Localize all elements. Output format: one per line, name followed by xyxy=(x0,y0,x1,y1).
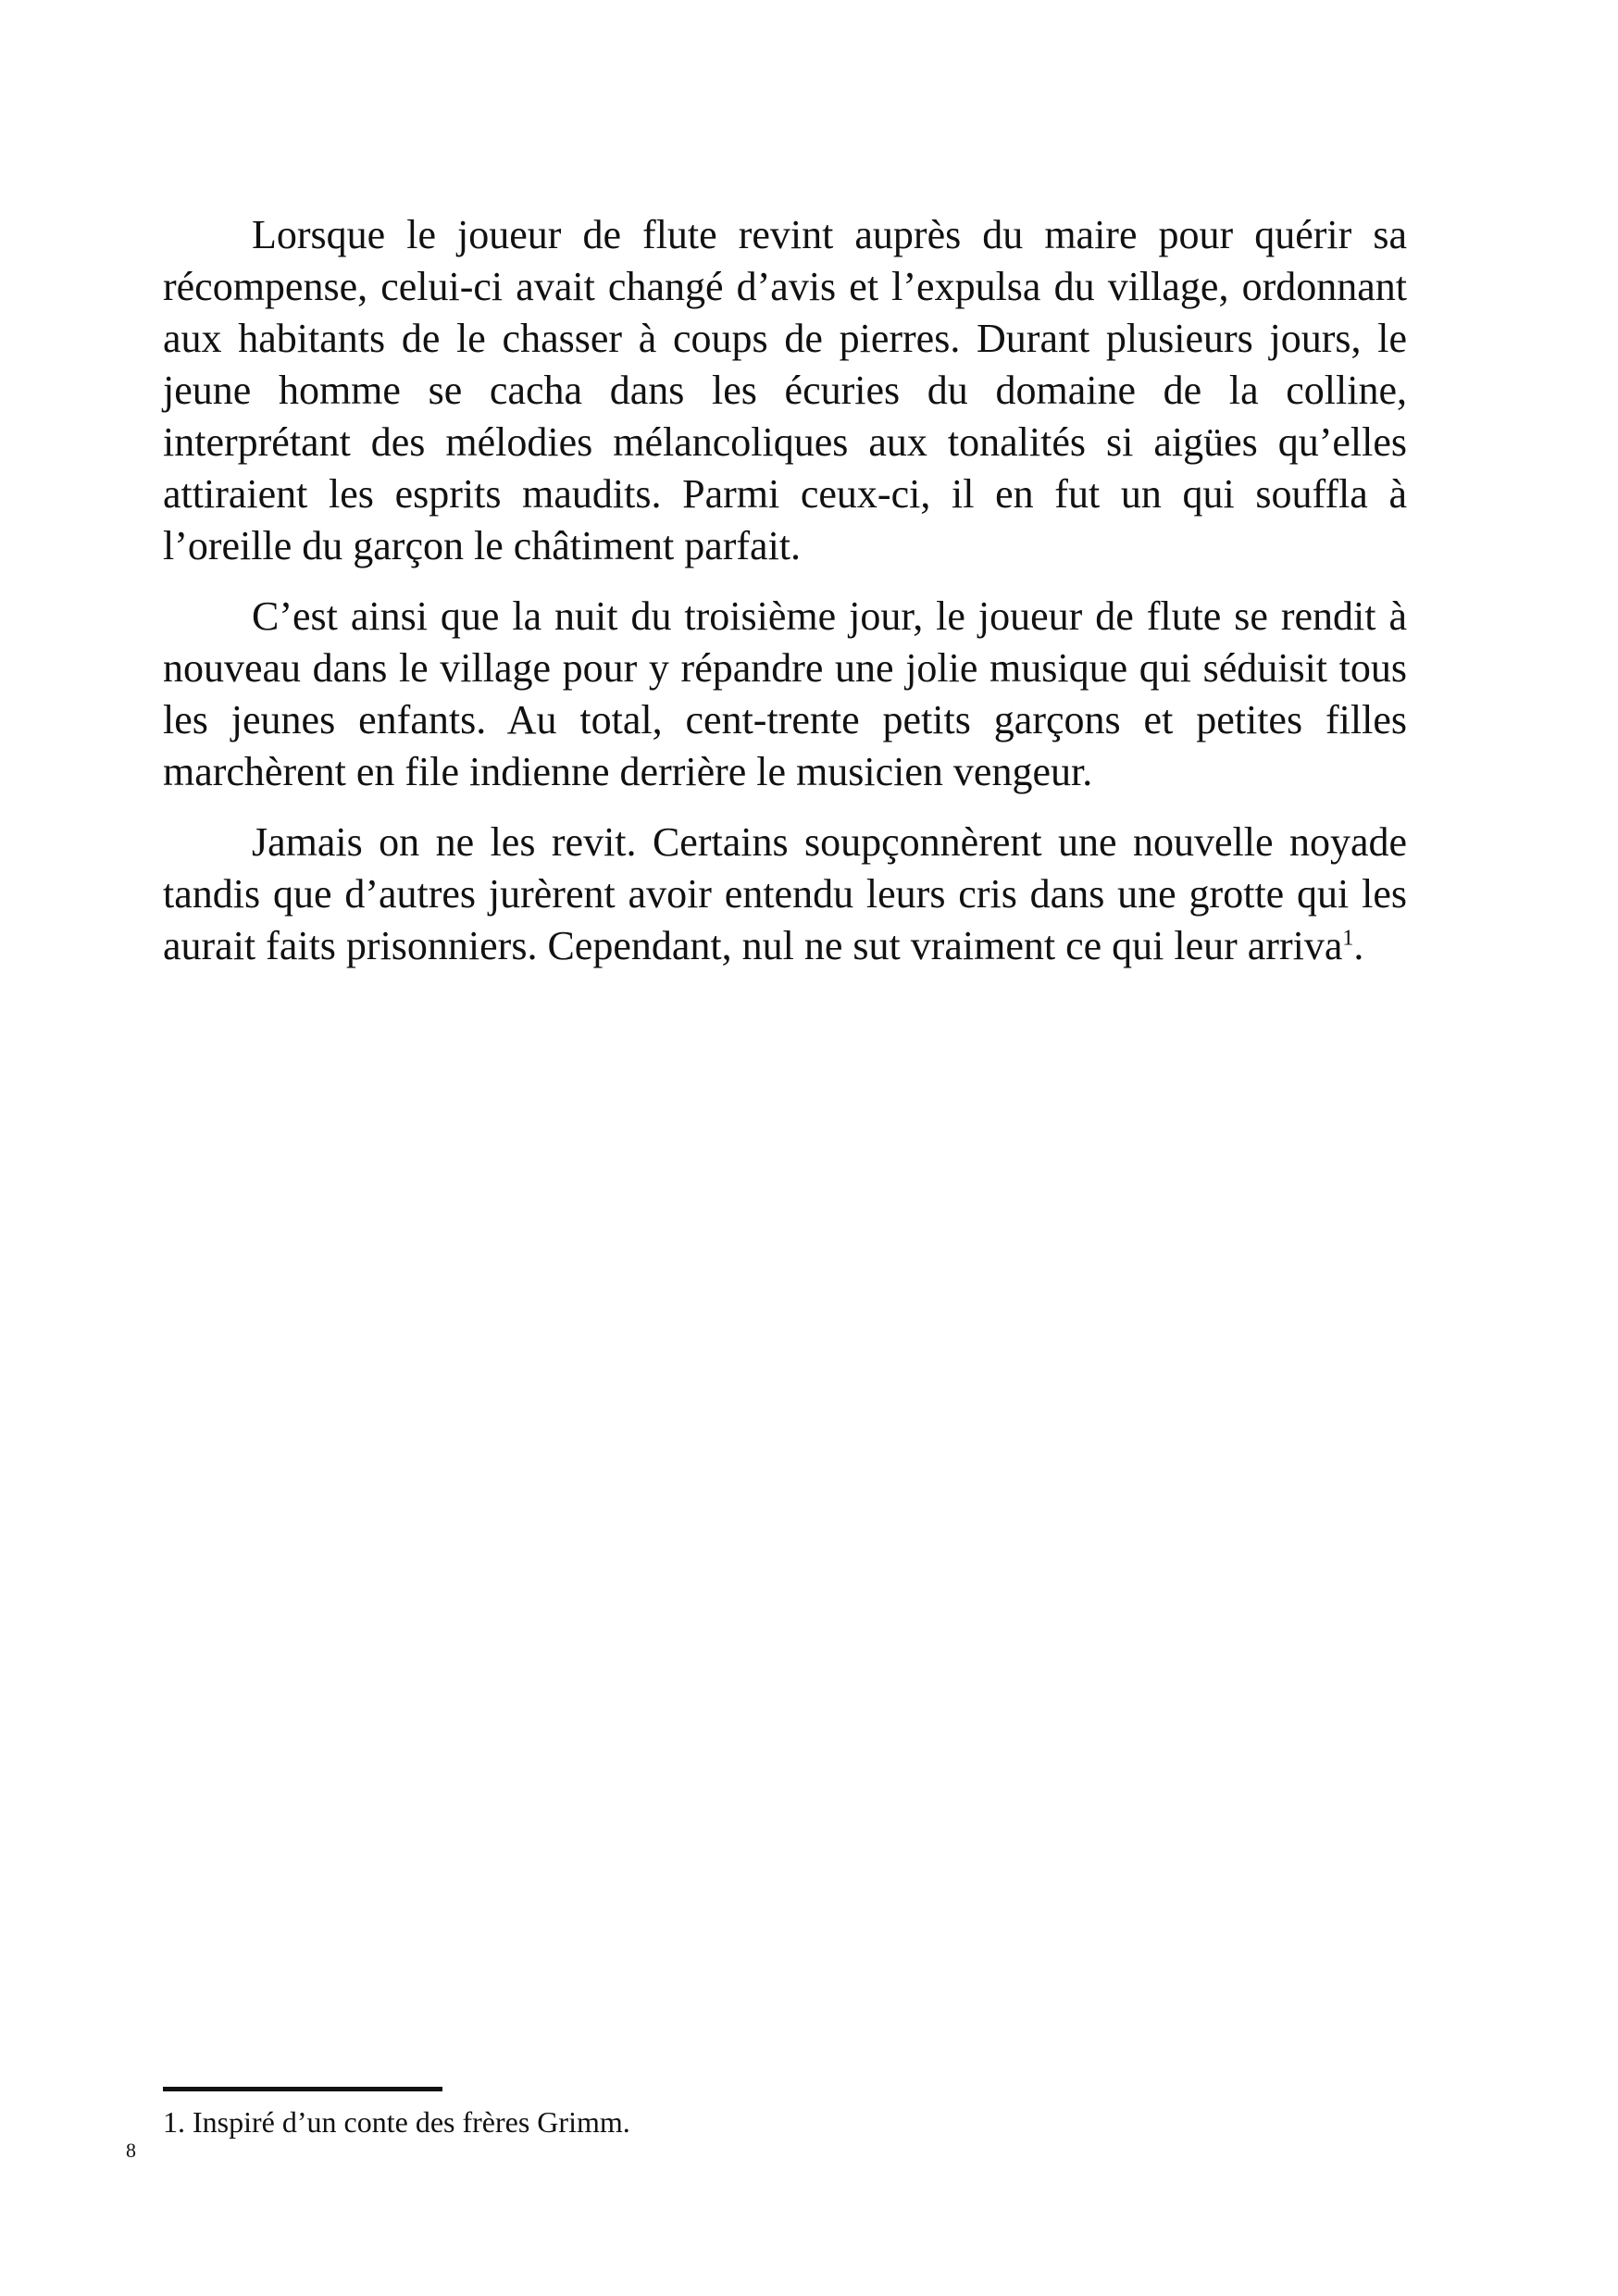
paragraph-2: C’est ainsi que la nuit du troisième jour, le joueur de flute se rendit à nouveau dans le village pour y répandre une jolie musique qui séduisit tous les jeunes enfants. Au total, cent-trente petits garçons et petites filles marchèrent en file indienne derrière le musicien vengeur. xyxy=(163,593,1407,794)
paragraph-3 xyxy=(163,817,1407,972)
paragraph-3-trailing: . xyxy=(1353,923,1364,968)
footnote: 1. Inspiré d’un conte des frères Grimm. xyxy=(163,2105,630,2139)
body-text xyxy=(163,209,1407,991)
footnote-separator xyxy=(163,2087,442,2091)
page-number: 8 xyxy=(126,2139,136,2162)
paragraph-3-text: Jamais on ne les revit. Certains soupçonnèrent une nouvelle noyade tandis que d’autres jurèrent avoir entendu leurs cris dans une grotte qui les aurait faits prisonniers. Cependant, nul ne sut vraiment ce qui leur arriva xyxy=(163,819,1407,968)
paragraph-1: Lorsque le joueur de flute revint auprès du maire pour quérir sa récompense, celui-ci avait changé d’avis et l’expulsa du village, ordonnant aux habitants de le chasser à coups de pierres. Durant plusieurs jours, le jeune homme se cacha dans les écuries du domaine de la colline, interprétant des mélodies mélancoliques aux tonalités si aigües qu’elles attiraient les esprits maudits. Parmi ceux-ci, il en fut un qui souffla à l’oreille du garçon le châtiment parfait. xyxy=(163,212,1407,568)
footnote-reference: 1 xyxy=(1342,926,1354,951)
